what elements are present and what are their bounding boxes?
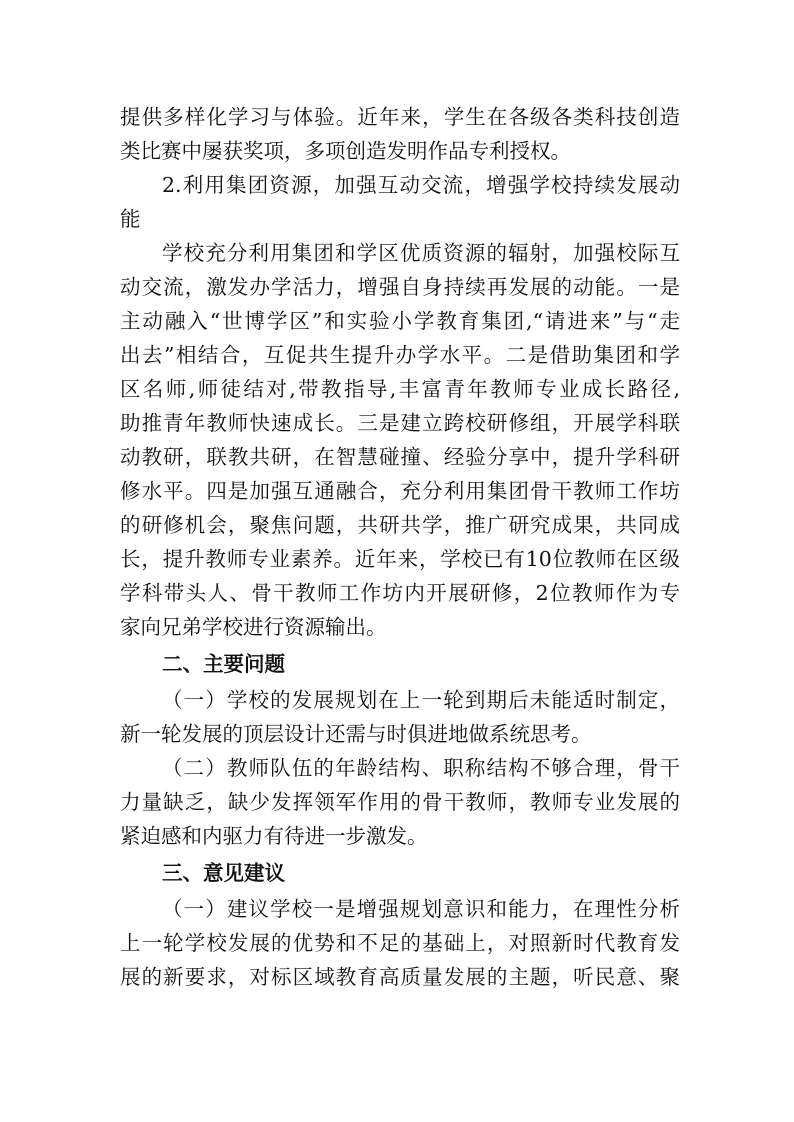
subheading-2	[120, 168, 680, 236]
text-line: 主动融入“世博学区”和实验小学教育集团,“请进来”与“走	[120, 309, 680, 333]
paragraph-continuation	[120, 100, 680, 168]
text-line: 的研修机会，聚焦问题，共研共学，推广研究成果，共同成	[120, 513, 680, 537]
text-line: （一）建议学校一是增强规划意识和能力，在理性分析	[162, 897, 680, 921]
section-heading-suggestions: 三、意见建议	[162, 861, 285, 885]
text-line: 提供多样化学习与体验。近年来，学生在各级各类科技创造	[120, 105, 680, 129]
section-heading-main-issues: 二、主要问题	[162, 652, 285, 676]
text-line: （一）学校的发展规划在上一轮到期后未能适时制定，	[162, 688, 680, 712]
text-line: （二）教师队伍的年龄结构、职称结构不够合理，骨干	[162, 756, 680, 780]
paragraph-collaboration	[120, 236, 680, 644]
text-line: 2.利用集团资源，加强互动交流，增强学校持续发展动	[162, 173, 680, 197]
text-line: 家向兄弟学校进行资源输出。	[120, 615, 387, 639]
paragraph-suggestion-1	[120, 892, 680, 994]
paragraph-issue-1	[120, 683, 680, 751]
text-line: 助推青年教师快速成长。三是建立跨校研修组，开展学科联	[120, 411, 680, 435]
text-line: 学科带头人、骨干教师工作坊内开展研修，2位教师作为专	[120, 581, 680, 605]
text-line: 类比赛中屡获奖项，多项创造发明作品专利授权。	[120, 139, 571, 163]
text-line: 展的新要求，对标区域教育高质量发展的主题，听民意、聚	[120, 965, 680, 989]
document-body	[120, 100, 680, 994]
text-line: 动交流，激发办学活力，增强自身持续再发展的动能。一是	[120, 275, 680, 299]
text-line: 能	[120, 207, 141, 231]
text-line: 上一轮学校发展的优势和不足的基础上，对照新时代教育发	[120, 931, 680, 955]
text-line: 出去”相结合，互促共生提升办学水平。二是借助集团和学	[120, 343, 680, 367]
text-line: 动教研，联教共研，在智慧碰撞、经验分享中，提升学科研	[120, 445, 680, 469]
text-line: 长，提升教师专业素养。近年来，学校已有10位教师在区级	[120, 547, 680, 571]
text-line: 学校充分利用集团和学区优质资源的辐射，加强校际互	[162, 241, 680, 265]
text-line: 紧迫感和内驱力有待进一步激发。	[120, 824, 428, 848]
text-line: 新一轮发展的顶层设计还需与时俱进地做系统思考。	[120, 722, 592, 746]
text-line: 区名师,师徒结对,带教指导,丰富青年教师专业成长路径,	[120, 377, 680, 401]
text-line: 力量缺乏，缺少发挥领军作用的骨干教师，教师专业发展的	[120, 790, 680, 814]
paragraph-issue-2	[120, 751, 680, 853]
text-line: 修水平。四是加强互通融合，充分利用集团骨干教师工作坊	[120, 479, 680, 503]
